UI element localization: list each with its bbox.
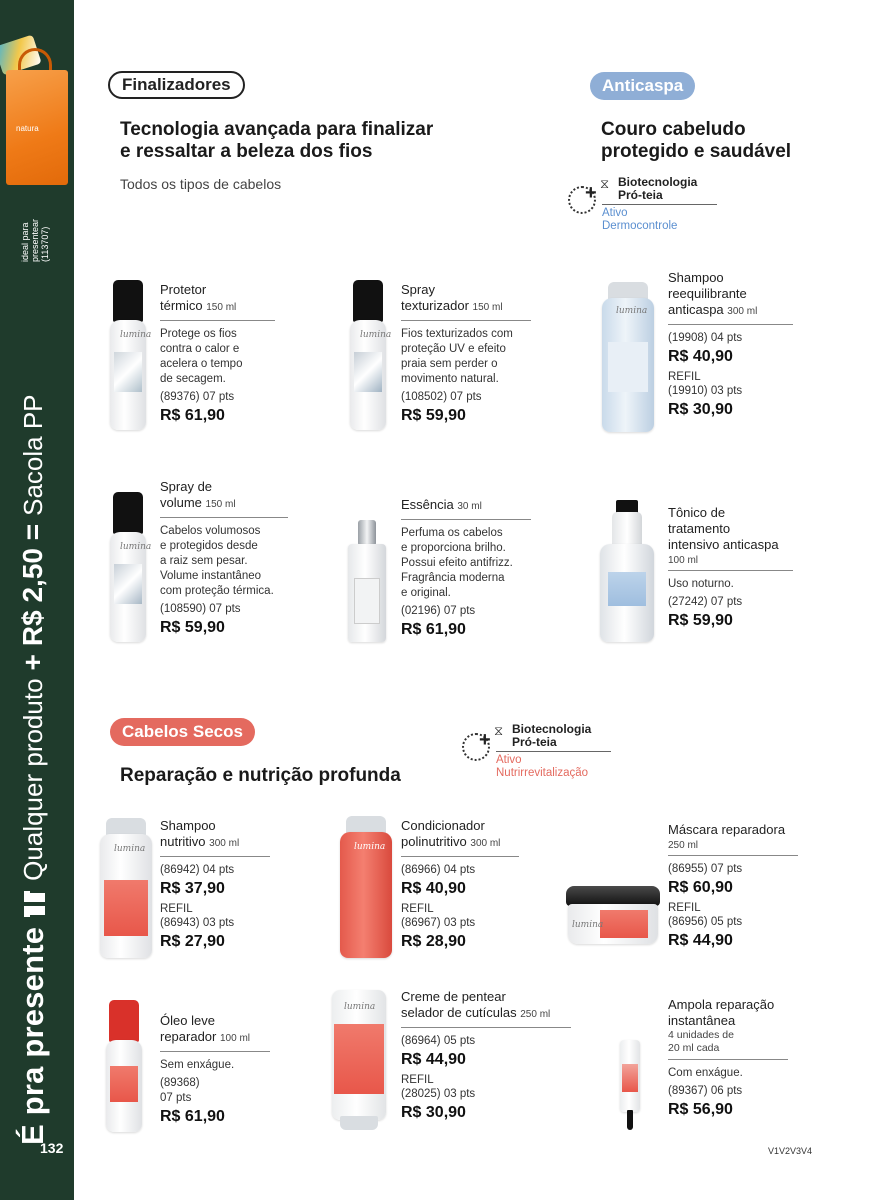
biotech-active-label: Ativo [602, 207, 628, 219]
anticaspa-heading [601, 119, 791, 163]
product-desc-2: e protegidos desde [160, 540, 258, 552]
protetor-bottle-image [108, 280, 152, 430]
product-desc-1: Protege os fios [160, 328, 237, 340]
product-code: (86966) 04 pts [401, 864, 476, 876]
product-name-2: reequilibrante [668, 286, 747, 301]
product-shampoo-nutritivo [160, 818, 270, 1018]
plus-icon: + [585, 182, 597, 204]
product-desc-2: proteção UV e efeito [401, 343, 506, 355]
tonico-bottle-image [598, 500, 656, 642]
product-desc-4: Volume instantâneo [160, 570, 262, 582]
anticaspa-heading-line1: Couro cabeludo [601, 119, 746, 140]
product-size-1: 4 unidades de [668, 1029, 734, 1041]
product-name: Tônico de [668, 505, 726, 520]
product-desc-4: movimento natural. [401, 373, 499, 385]
product-name-2: reparador 100 ml [160, 1029, 251, 1044]
product-name-2: nutritivo 300 ml [160, 834, 240, 849]
product-oleo [160, 1013, 270, 1200]
promo-bag-size: Sacola PP [17, 394, 48, 516]
promo-title: É pra presente [15, 926, 50, 1145]
shampoo-anticaspa-bottle-image [600, 282, 656, 432]
promo-sidebar [0, 0, 74, 1200]
product-desc-5: com proteção térmica. [160, 585, 274, 597]
product-name-3: anticaspa 300 ml [668, 302, 758, 317]
product-desc-4: Fragrância moderna [401, 572, 505, 584]
product-name: Protetor [160, 282, 207, 297]
dna-icon: ⧖ [600, 176, 610, 191]
pill-finalizadores: Finalizadores [108, 71, 245, 99]
product-code: (108502) 07 pts [401, 391, 482, 403]
gift-icon [21, 893, 45, 915]
refil-label: REFIL [401, 1074, 434, 1086]
product-shampoo-anticaspa [668, 270, 793, 470]
product-spray-volume [160, 479, 288, 679]
product-desc-2: e proporciona brilho. [401, 542, 506, 554]
bag-logo: natura [16, 124, 39, 133]
product-size: 100 ml [668, 555, 699, 566]
refil-price: R$ 44,90 [668, 932, 733, 949]
biotech-active-name: Dermocontrole [602, 220, 678, 232]
product-name-2: texturizador 150 ml [401, 298, 503, 313]
secos-heading: Reparação e nutrição profunda [120, 765, 401, 786]
product-mascara [668, 822, 798, 1022]
product-price: R$ 60,90 [668, 879, 733, 896]
product-price: R$ 61,90 [401, 621, 466, 638]
refil-label: REFIL [401, 903, 434, 915]
creme-tube-image [330, 990, 388, 1132]
product-desc-1: Uso noturno. [668, 578, 734, 590]
product-name: Essência 30 ml [401, 497, 482, 512]
bag-note: ideal para presentear (113707) [20, 218, 50, 262]
biotech-line2: Pró-teia [618, 188, 663, 202]
product-desc-2: contra o calor e [160, 343, 240, 355]
product-price: R$ 40,90 [668, 348, 733, 365]
product-desc-1: Com enxágue. [668, 1067, 743, 1079]
product-code: (108590) 07 pts [160, 603, 241, 615]
condicionador-bottle-image [338, 816, 394, 958]
product-price: R$ 56,90 [668, 1101, 733, 1118]
product-code: (86964) 05 pts [401, 1035, 476, 1047]
product-desc-4: de secagem. [160, 373, 226, 385]
product-condicionador [401, 818, 519, 1018]
promo-plus: + [17, 654, 48, 671]
product-price: R$ 59,90 [668, 612, 733, 629]
product-name-2: térmico 150 ml [160, 298, 237, 313]
product-price: R$ 40,90 [401, 880, 466, 897]
product-ampola [668, 997, 788, 1197]
product-spray-texturizador [401, 282, 531, 482]
product-code: (19908) 04 pts [668, 332, 743, 344]
page-number: 132 [40, 1140, 64, 1156]
finalizadores-heading-line2: e ressaltar a beleza dos fios [120, 141, 373, 162]
product-price: R$ 61,90 [160, 407, 225, 424]
anticaspa-heading-line2: protegido e saudável [601, 141, 792, 162]
product-code: (86942) 04 pts [160, 864, 235, 876]
biotech-active [602, 207, 677, 233]
product-name: Creme de pentear [401, 989, 506, 1004]
product-desc-1: Fios texturizados com [401, 328, 513, 340]
product-code: (89367) 06 pts [668, 1085, 743, 1097]
refil-code: (86956) 05 pts [668, 916, 743, 928]
biotech-active [496, 754, 588, 780]
spray-volume-bottle-image [108, 492, 152, 642]
product-price: R$ 59,90 [401, 407, 466, 424]
biotech-active-label: Ativo [496, 754, 522, 766]
refil-code: (86967) 03 pts [401, 917, 476, 929]
product-desc-3: acelera o tempo [160, 358, 243, 370]
product-price: R$ 61,90 [160, 1108, 225, 1125]
product-size-2: 20 ml cada [668, 1042, 720, 1054]
product-code: (89376) 07 pts [160, 391, 235, 403]
product-name: Shampoo [668, 270, 724, 285]
pill-anticaspa: Anticaspa [590, 72, 695, 100]
promo-vertical-text [8, 145, 58, 1145]
spray-texturizador-bottle-image [348, 280, 392, 430]
product-desc-3: praia sem perder o [401, 358, 498, 370]
product-name: Condicionador [401, 818, 485, 833]
refil-label: REFIL [668, 902, 701, 914]
version-code: V1V2V3V4 [768, 1146, 813, 1156]
shampoo-nutritivo-bottle-image [98, 818, 154, 958]
product-price: R$ 44,90 [401, 1051, 466, 1068]
refil-code: (19910) 03 pts [668, 385, 743, 397]
refil-price: R$ 27,90 [160, 933, 225, 950]
product-brand: lumina [120, 330, 152, 340]
product-brand: lumina [114, 844, 146, 854]
product-name-2: polinutritivo 300 ml [401, 834, 501, 849]
product-desc-3: Possui efeito antifrizz. [401, 557, 513, 569]
promo-price: R$ 2,50 = [17, 523, 48, 647]
finalizadores-subtext: Todos os tipos de cabelos [120, 176, 282, 192]
product-code: (86955) 07 pts [668, 863, 743, 875]
product-desc-3: a raiz sem pesar. [160, 555, 248, 567]
product-brand: lumina [360, 330, 392, 340]
product-name-2: instantânea [668, 1013, 736, 1028]
product-name: Ampola reparação [668, 997, 775, 1012]
biotech-divider [602, 204, 717, 205]
product-price: R$ 59,90 [160, 619, 225, 636]
product-name-3: intensivo anticaspa [668, 537, 779, 552]
refil-price: R$ 30,90 [401, 1104, 466, 1121]
product-creme-pentear [401, 989, 571, 1189]
product-name-2: tratamento [668, 521, 731, 536]
product-code: (27242) 07 pts [668, 596, 743, 608]
product-tonico [668, 505, 793, 705]
refil-price: R$ 30,90 [668, 401, 733, 418]
pill-cabelos-secos: Cabelos Secos [110, 718, 255, 746]
biotech-line1: Biotecnologia [618, 175, 698, 189]
biotech-divider [496, 751, 611, 752]
product-code: (02196) 07 pts [401, 605, 476, 617]
biotech-badge-anticaspa [568, 176, 728, 234]
plus-icon: + [479, 729, 491, 751]
refil-code: (86943) 03 pts [160, 917, 235, 929]
product-desc-1: Cabelos volumosos [160, 525, 261, 537]
product-brand: lumina [344, 1002, 376, 1012]
biotech-line1: Biotecnologia [512, 722, 592, 736]
product-brand: lumina [120, 542, 152, 552]
product-desc-1: Sem enxágue. [160, 1059, 235, 1071]
ampola-vial-image [618, 1040, 642, 1130]
biotech-line2: Pró-teia [512, 735, 557, 749]
product-protetor-termico [160, 282, 275, 482]
refil-label: REFIL [160, 903, 193, 915]
product-price: R$ 37,90 [160, 880, 225, 897]
product-name-2: selador de cutículas 250 ml [401, 1005, 551, 1020]
finalizadores-heading [120, 119, 433, 163]
product-name: Máscara reparadora [668, 822, 786, 837]
product-desc-5: e original. [401, 587, 451, 599]
biotech-active-name: Nutrirrevitalização [496, 767, 589, 779]
product-essencia [401, 497, 531, 697]
product-code: (89368) [160, 1077, 200, 1089]
product-brand: lumina [572, 920, 604, 930]
biotech-title [512, 723, 591, 749]
product-brand: lumina [616, 306, 648, 316]
product-size: 250 ml [668, 840, 699, 851]
finalizadores-heading-line1: Tecnologia avançada para finalizar [120, 119, 434, 140]
promo-any-product: Qualquer produto [17, 678, 48, 881]
biotech-title [618, 176, 697, 202]
biotech-badge-secos [462, 723, 622, 781]
refil-code: (28025) 03 pts [401, 1088, 476, 1100]
dna-icon: ⧖ [494, 723, 504, 738]
product-name: Spray [401, 282, 435, 297]
oleo-bottle-image [104, 1000, 144, 1132]
mascara-jar-image [566, 886, 660, 944]
product-name: Spray de [160, 479, 213, 494]
refil-price: R$ 28,90 [401, 933, 466, 950]
product-desc-1: Perfuma os cabelos [401, 527, 503, 539]
product-name-2: volume 150 ml [160, 495, 236, 510]
product-brand: lumina [354, 842, 386, 852]
refil-label: REFIL [668, 371, 701, 383]
product-pts: 07 pts [160, 1092, 192, 1104]
product-name: Shampoo [160, 818, 216, 833]
product-name: Óleo leve [160, 1013, 215, 1028]
essencia-bottle-image [344, 520, 390, 642]
